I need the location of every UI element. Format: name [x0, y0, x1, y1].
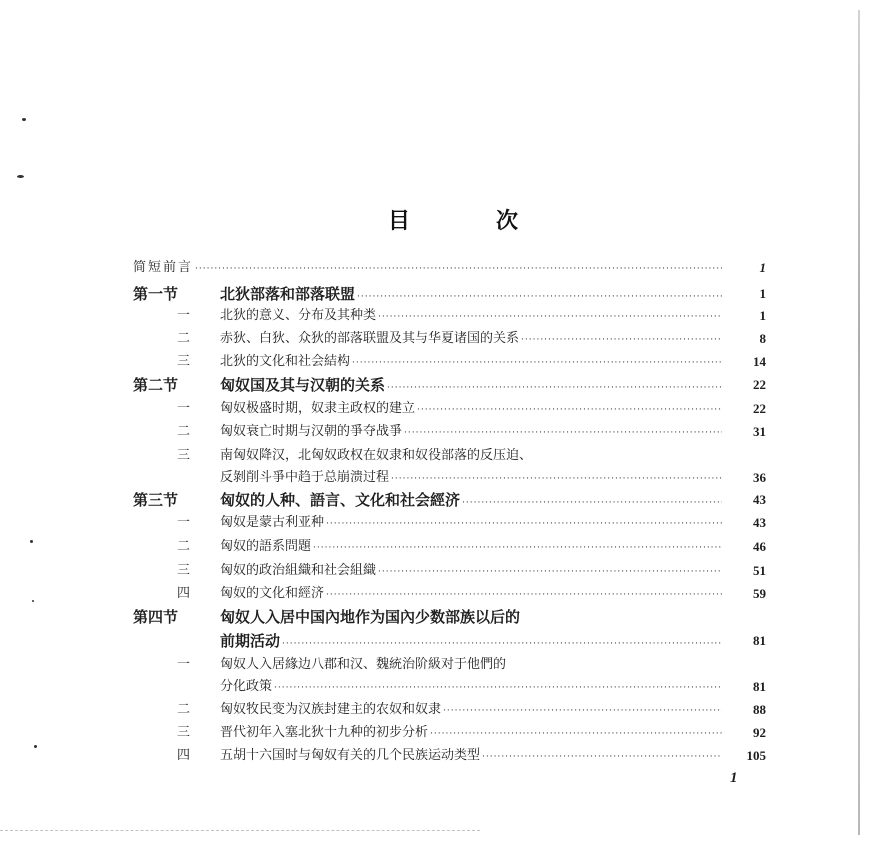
entry-title: 反剝削斗爭中趋于总崩溃过程: [220, 470, 390, 485]
entry-title: 分化政策: [220, 679, 273, 694]
toc-entry: [0, 445, 870, 467]
item-number: 二: [177, 331, 191, 346]
item-number: 一: [177, 308, 191, 323]
toc-entry: [0, 512, 870, 534]
entry-title: 匈奴的文化和經济: [220, 586, 325, 601]
toc-entry: [0, 536, 870, 558]
entry-page-number: 31: [753, 424, 766, 439]
toc-entry: [0, 489, 870, 511]
toc-entry: [0, 745, 870, 767]
item-number: 二: [177, 702, 191, 717]
leader-dots: [274, 677, 722, 699]
entry-page-number: 59: [753, 586, 766, 601]
item-number: 三: [177, 563, 191, 578]
toc-entry: [0, 421, 870, 443]
toc-entry: [0, 583, 870, 605]
entry-title: 前期活动: [220, 632, 281, 650]
toc-entry: [0, 257, 870, 279]
entry-page-number: 43: [753, 492, 766, 507]
item-number: 二: [177, 539, 191, 554]
section-number: 第一节: [133, 285, 179, 303]
leader-dots: [430, 723, 722, 745]
leader-dots: [326, 584, 722, 606]
heading-char: 目: [388, 208, 411, 234]
entry-page-number: 92: [753, 725, 766, 740]
section-number: 第二节: [133, 376, 179, 394]
entry-title: 匈奴是蒙古利亚种: [220, 515, 325, 530]
entry-page-number: 1: [759, 308, 766, 323]
entry-title-line: [220, 745, 724, 768]
entry-title: 北狄的文化和社会結构: [220, 354, 351, 369]
toc-entry: [0, 467, 870, 489]
entry-page-number: 22: [753, 401, 766, 416]
leader-dots: [404, 422, 722, 444]
item-number: 三: [177, 725, 191, 740]
leader-dots: [313, 537, 722, 559]
entry-title: 匈奴人入居緣边八郡和汉、魏統治阶級对于他們的: [220, 657, 507, 672]
entry-page-number: 88: [753, 702, 766, 717]
entry-title: 匈奴衰亡时期与汉朝的爭夺战爭: [220, 424, 403, 439]
toc-entry: [0, 398, 870, 420]
item-number: 一: [177, 657, 191, 672]
entry-page-number: 8: [759, 331, 766, 346]
toc-entry: [0, 630, 870, 652]
item-number: 一: [177, 401, 191, 416]
entry-page-number: 81: [753, 633, 766, 648]
entry-title-line: [220, 606, 520, 628]
leader-dots: [195, 258, 722, 280]
entry-title: 匈奴的語系問題: [220, 539, 312, 554]
toc-entry: [0, 654, 870, 676]
entry-title-line: [220, 676, 724, 699]
entry-title-line: [220, 699, 724, 722]
toc-entry: [0, 606, 870, 628]
leader-dots: [326, 513, 722, 535]
entry-title-line: [220, 560, 724, 583]
leader-dots: [378, 306, 722, 328]
entry-title: 北狄部落和部落联盟: [220, 285, 356, 303]
item-number: 三: [177, 354, 191, 369]
entry-page-number: 1: [759, 260, 766, 275]
toc-entry: [0, 699, 870, 721]
entry-page-number: 43: [753, 515, 766, 530]
entry-title: 匈奴牧民变为汉族封建主的农奴和奴隶: [220, 702, 442, 717]
toc-entry: [0, 722, 870, 744]
entry-title-line: [220, 398, 724, 421]
leader-dots: [391, 468, 722, 490]
toc-entry: [0, 351, 870, 373]
leader-dots: [352, 352, 722, 374]
entry-title: 赤狄、白狄、众狄的部落联盟及其与华夏诸国的关系: [220, 331, 520, 346]
entry-page-number: 22: [753, 377, 766, 392]
heading-char: 次: [495, 208, 518, 234]
entry-title-line: [220, 467, 724, 490]
entry-page-number: 105: [746, 748, 766, 763]
toc-entry: [0, 328, 870, 350]
section-number: 第三节: [133, 491, 179, 509]
entry-title: 北狄的意义、分布及其种类: [220, 308, 377, 323]
section-number: 第四节: [133, 608, 179, 626]
entry-title-line: [220, 722, 724, 745]
toc-entry: [0, 283, 870, 305]
entry-title: 匈奴极盛时期，奴隶主政权的建立: [220, 401, 416, 416]
item-number: 四: [177, 586, 191, 601]
entry-title-line: [220, 654, 506, 676]
leader-dots: [282, 633, 722, 655]
entry-title-line: [220, 489, 724, 514]
entry-title-line: [220, 536, 724, 559]
entry-title: 匈奴人入居中国內地作为国內少数部族以后的: [220, 608, 521, 626]
leader-dots: [387, 377, 722, 399]
entry-title: 晋代初年入塞北狄十九种的初步分析: [220, 725, 429, 740]
toc-entry: [0, 305, 870, 327]
item-number: 三: [177, 448, 191, 463]
leader-dots: [378, 561, 722, 583]
leader-dots: [443, 700, 722, 722]
leader-dots: [462, 492, 722, 514]
entry-page-number: 14: [753, 354, 766, 369]
item-number: 一: [177, 515, 191, 530]
toc-entry: [0, 374, 870, 396]
entry-title-line: [220, 421, 724, 444]
entry-title-line: [220, 445, 532, 467]
leader-dots: [482, 746, 722, 768]
item-number: 四: [177, 748, 191, 763]
entry-title-line: [133, 257, 724, 280]
entry-page-number: 46: [753, 539, 766, 554]
item-number: 二: [177, 424, 191, 439]
leader-dots: [521, 329, 722, 351]
entry-title-line: [220, 305, 724, 328]
entry-title-line: [220, 328, 724, 351]
toc-entry: [0, 560, 870, 582]
entry-title-line: [220, 512, 724, 535]
entry-page-number: 1: [759, 286, 766, 301]
entry-title-line: [220, 351, 724, 374]
entry-page-number: 36: [753, 470, 766, 485]
entry-title-line: [220, 630, 724, 655]
toc-entry: [0, 676, 870, 698]
page-number: 1: [730, 770, 738, 786]
entry-title: 匈奴的人种、語言、文化和社会經济: [220, 491, 461, 509]
entry-page-number: 81: [753, 679, 766, 694]
entry-title: 五胡十六国时与匈奴有关的几个民族运动类型: [220, 748, 481, 763]
entry-page-number: 51: [753, 563, 766, 578]
entry-title-line: [220, 583, 724, 606]
entry-title: 简短前言: [133, 260, 194, 275]
leader-dots: [417, 399, 722, 421]
entry-title: 匈奴国及其与汉朝的关系: [220, 376, 386, 394]
entry-title: 南匈奴降汉，北匈奴政权在奴隶和奴役部落的反压迫、: [220, 448, 533, 463]
entry-title: 匈奴的政治組織和社会組織: [220, 563, 377, 578]
entry-title-line: [220, 374, 724, 399]
